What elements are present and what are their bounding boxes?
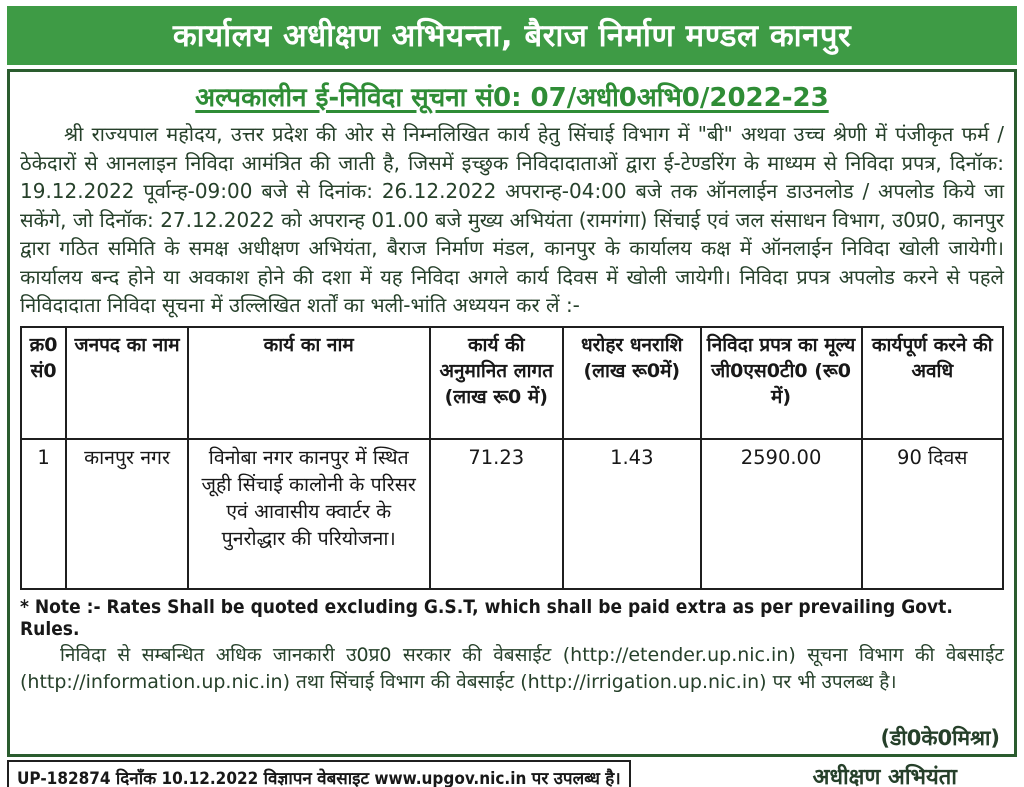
col-earnest-money: धरोहर धनराशि (लाख रू0में) (563, 327, 700, 439)
signature-block (880, 725, 1000, 752)
cell-earnest-money: 1.43 (563, 439, 700, 589)
footer-reference-box (7, 760, 631, 787)
cell-tender-form-cost: 2590.00 (701, 439, 862, 589)
notice-body-frame (7, 69, 1017, 757)
cell-serial-no: 1 (21, 439, 66, 589)
col-completion-period: कार्यपूर्ण करने की अवधि (862, 327, 1003, 439)
page-title: कार्यालय अधीक्षण अभियन्ता, बैराज निर्माण मण्डल कानपुर (172, 18, 852, 54)
signature-name: (डी0के0मिश्रा) (880, 726, 1000, 750)
notice-number-heading (20, 74, 1004, 117)
note-hindi: निविदा से सम्बन्धित अधिक जानकारी उ0प्र0 सरकार की वेबसाईट (http://etender.up.nic.in) सूचना विभाग की वेबसाईट (http://information.up.nic.in) तथा सिंचाई विभाग की वेबसाईट (http://irrigation.up.nic.in) पर भी उपलब्ध है। (20, 643, 1004, 693)
tender-table-body (21, 439, 1003, 589)
notice-number: अल्पकालीन ई-निविदा सूचना सं0: 07/अधी0अभि0/2022-23 (195, 83, 829, 113)
cell-estimated-cost: 71.23 (430, 439, 564, 589)
tender-table (20, 326, 1004, 590)
tender-table-header (21, 327, 1003, 439)
col-estimated-cost: कार्य की अनुमानित लागत (लाख रू0 में) (430, 327, 564, 439)
footer-reference-text: UP-182874 दिनाँक 10.12.2022 विज्ञापन वेबसाइट www.upgov.nic.in पर उपलब्ध है। (17, 769, 621, 787)
col-district-name: जनपद का नाम (66, 327, 188, 439)
signature-designation: अधीक्षण अभियंता (812, 765, 957, 787)
table-row (21, 439, 1003, 589)
notice-paragraph: श्री राज्यपाल महोदय, उत्तर प्रदेश की ओर से निम्नलिखित कार्य हेतु सिंचाई विभाग में "बी" अथवा उच्च श्रेणी में पंजीकृत फर्म / ठेकेदारों से आनलाइन निविदा आमंत्रित की जाती है, जिसमें इच्छुक निविदादाताओं द्वारा ई-टेण्डरिंग के माध्यम से निविदा प्रपत्र, दिनॉक: 19.12.2022 पूर्वान्ह-09:00 बजे से दिनांक: 26.12.2022 अपरान्ह-04:00 बजे तक ऑनलाईन डाउनलोड / अपलोड किये जा सकेंगे, जो दिनॉक: 27.12.2022 को अपरान्ह 01.00 बजे मुख्य अभियंता (रामगंगा) सिंचाई एवं जल संसाधन विभाग, उ0प्र0, कानपुर द्वारा गठित समिति के समक्ष अधीक्षण अभियंता, बैराज निर्माण मंडल, कानपुर के कार्यालय कक्ष में ऑनलाईन निविदा खोली जायेगी। कार्यालय बन्द होने या अवकाश होने की दशा में यह निविदा अगले कार्य दिवस में खोली जायेगी। निविदा प्रपत्र अपलोड करने से पहले निविदादाता निविदा सूचना में उल्लिखित शर्तों का भली-भांति अध्ययन कर लें :- (20, 122, 1004, 317)
cell-district-name: कानपुर नगर (66, 439, 188, 589)
cell-completion-period: 90 दिवस (862, 439, 1003, 589)
col-serial-no: क्र0 सं0 (21, 327, 66, 439)
office-title-banner (7, 6, 1017, 65)
note-english: * Note :- Rates Shall be quoted excluding G.S.T, which shall be paid extra as per prevailing Govt. Rules. (20, 595, 953, 640)
col-work-name: कार्य का नाम (188, 327, 430, 439)
table-header-row (21, 327, 1003, 439)
col-tender-form-cost: निविदा प्रपत्र का मूल्य जी0एस0टी0 (रू0 में) (701, 327, 862, 439)
cell-work-name: विनोबा नगर कानपुर में स्थित जूही सिंचाई कालोनी के परिसर एवं आवासीय क्वार्टर के पुनरोद्धार की परियोजना। (188, 439, 430, 589)
footer-row (7, 760, 1017, 787)
